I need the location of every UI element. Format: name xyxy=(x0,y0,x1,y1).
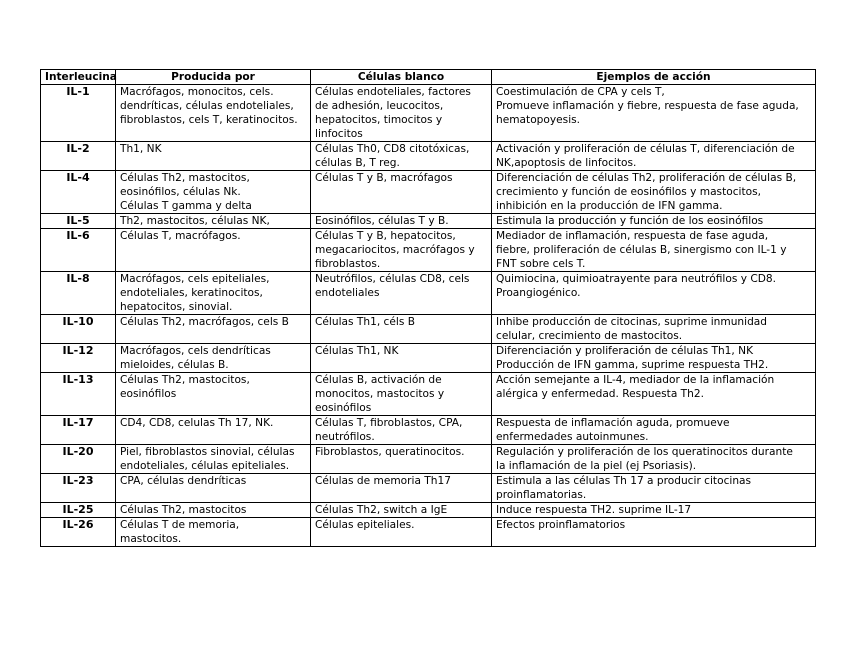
produced-by-cell: Células T, macrófagos. xyxy=(116,229,311,272)
action-examples-cell: Regulación y proliferación de los queratinocitos durante la inflamación de la piel (ej Psoriasis). xyxy=(492,445,816,474)
table-row xyxy=(41,171,816,214)
action-examples-cell: Mediador de inflamación, respuesta de fase aguda, fiebre, proliferación de células B, sinergismo con IL-1 y FNT sobre cels T. xyxy=(492,229,816,272)
produced-by-cell: Células Th2, mastocitos, eosinófilos, células Nk. Células T gamma y delta xyxy=(116,171,311,214)
interleukin-cell: IL-1 xyxy=(41,85,116,142)
produced-by-cell: Macrófagos, cels epiteliales, endoteliales, keratinocitos, hepatocitos, sinovial. xyxy=(116,272,311,315)
action-examples-cell: Acción semejante a IL-4, mediador de la inflamación alérgica y enfermedad. Respuesta Th2. xyxy=(492,373,816,416)
produced-by-cell: Th1, NK xyxy=(116,142,311,171)
interleukin-cell: IL-25 xyxy=(41,503,116,518)
interleukin-cell: IL-13 xyxy=(41,373,116,416)
target-cells-cell: Fibroblastos, queratinocitos. xyxy=(311,445,492,474)
produced-by-cell: Células Th2, mastocitos, eosinófilos xyxy=(116,373,311,416)
interleukin-table xyxy=(40,69,816,547)
interleukin-cell: IL-20 xyxy=(41,445,116,474)
action-examples-cell: Diferenciación de células Th2, proliferación de células B, crecimiento y función de eosinófilos y mastocitos, inhibición en la producción de IFN gamma. xyxy=(492,171,816,214)
produced-by-cell: Macrófagos, monocitos, cels. dendríticas, células endoteliales, fibroblastos, cels T, keratinocitos. xyxy=(116,85,311,142)
interleukin-cell: IL-8 xyxy=(41,272,116,315)
produced-by-cell: Piel, fibroblastos sinovial, células endoteliales, células epiteliales. xyxy=(116,445,311,474)
table-row xyxy=(41,344,816,373)
action-examples-cell: Diferenciación y proliferación de células Th1, NK Producción de IFN gamma, suprime respuesta TH2. xyxy=(492,344,816,373)
action-examples-cell: Quimiocina, quimioatrayente para neutrófilos y CD8. Proangiogénico. xyxy=(492,272,816,315)
target-cells-cell: Células Th0, CD8 citotóxicas, células B, T reg. xyxy=(311,142,492,171)
target-cells-cell: Células Th1, NK xyxy=(311,344,492,373)
table-row xyxy=(41,315,816,344)
table-row xyxy=(41,503,816,518)
interleukin-cell: IL-17 xyxy=(41,416,116,445)
target-cells-cell: Células Th2, switch a IgE xyxy=(311,503,492,518)
produced-by-cell: Th2, mastocitos, células NK, xyxy=(116,214,311,229)
target-cells-cell: Células Th1, céls B xyxy=(311,315,492,344)
produced-by-cell: Células Th2, macrófagos, cels B xyxy=(116,315,311,344)
action-examples-cell: Respuesta de inflamación aguda, promueve enfermedades autoinmunes. xyxy=(492,416,816,445)
action-examples-cell: Estimula a las células Th 17 a producir citocinas proinflamatorias. xyxy=(492,474,816,503)
table-row xyxy=(41,142,816,171)
action-examples-cell: Inhibe producción de citocinas, suprime inmunidad celular, crecimiento de mastocitos. xyxy=(492,315,816,344)
action-examples-cell: Efectos proinflamatorios xyxy=(492,518,816,547)
action-examples-cell: Estimula la producción y función de los eosinófilos xyxy=(492,214,816,229)
target-cells-cell: Células B, activación de monocitos, mastocitos y eosinófilos xyxy=(311,373,492,416)
header-celulas-blanco: Células blanco xyxy=(311,70,492,85)
header-producida-por: Producida por xyxy=(116,70,311,85)
interleukin-cell: IL-12 xyxy=(41,344,116,373)
target-cells-cell: Eosinófilos, células T y B. xyxy=(311,214,492,229)
produced-by-cell: Células T de memoria, mastocitos. xyxy=(116,518,311,547)
interleukin-cell: IL-6 xyxy=(41,229,116,272)
target-cells-cell: Células de memoria Th17 xyxy=(311,474,492,503)
table-row xyxy=(41,229,816,272)
produced-by-cell: CD4, CD8, celulas Th 17, NK. xyxy=(116,416,311,445)
target-cells-cell: Células T y B, macrófagos xyxy=(311,171,492,214)
produced-by-cell: Células Th2, mastocitos xyxy=(116,503,311,518)
action-examples-cell: Activación y proliferación de células T, diferenciación de NK,apoptosis de linfocitos. xyxy=(492,142,816,171)
target-cells-cell: Células endoteliales, factores de adhesión, leucocitos, hepatocitos, timocitos y linfocitos xyxy=(311,85,492,142)
interleukin-cell: IL-23 xyxy=(41,474,116,503)
table-row xyxy=(41,445,816,474)
table-row xyxy=(41,474,816,503)
target-cells-cell: Células T y B, hepatocitos, megacariocitos, macrófagos y fibroblastos. xyxy=(311,229,492,272)
table-row xyxy=(41,416,816,445)
header-row xyxy=(41,70,816,85)
interleukin-cell: IL-2 xyxy=(41,142,116,171)
target-cells-cell: Neutrófilos, células CD8, cels endoteliales xyxy=(311,272,492,315)
table-row xyxy=(41,85,816,142)
produced-by-cell: Macrófagos, cels dendríticas mieloides, células B. xyxy=(116,344,311,373)
action-examples-cell: Coestimulación de CPA y cels T, Promueve inflamación y fiebre, respuesta de fase aguda, hematopoyesis. xyxy=(492,85,816,142)
interleukin-cell: IL-4 xyxy=(41,171,116,214)
interleukin-cell: IL-26 xyxy=(41,518,116,547)
table-row xyxy=(41,214,816,229)
header-interleucina: Interleucina xyxy=(41,70,116,85)
header-ejemplos-accion: Ejemplos de acción xyxy=(492,70,816,85)
table-row xyxy=(41,518,816,547)
table-row xyxy=(41,272,816,315)
interleukin-cell: IL-5 xyxy=(41,214,116,229)
produced-by-cell: CPA, células dendríticas xyxy=(116,474,311,503)
table-row xyxy=(41,373,816,416)
target-cells-cell: Células T, fibroblastos, CPA, neutrófilos. xyxy=(311,416,492,445)
action-examples-cell: Induce respuesta TH2. suprime IL-17 xyxy=(492,503,816,518)
interleukin-cell: IL-10 xyxy=(41,315,116,344)
target-cells-cell: Células epiteliales. xyxy=(311,518,492,547)
